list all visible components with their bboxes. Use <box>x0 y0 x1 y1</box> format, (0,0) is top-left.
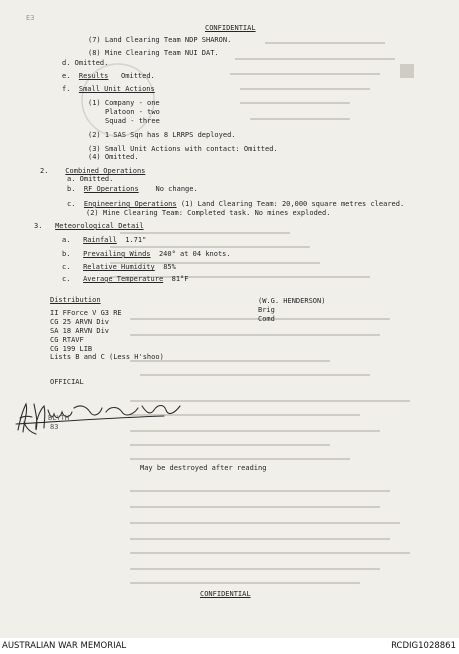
distribution-item: CG 25 ARVN Div <box>50 318 110 326</box>
distribution-title: Distribution <box>50 296 101 304</box>
rainfall-value: 1.71" <box>125 236 147 244</box>
land-clearing-line <box>88 36 231 44</box>
page-mark: E3 <box>26 14 35 22</box>
humidity-label: c. <box>62 263 71 271</box>
temperature-title: Average Temperature <box>83 275 164 283</box>
archive-footer <box>0 638 459 654</box>
f1-squad: Squad - three <box>105 117 160 125</box>
distribution-item: Lists B and C (Less H'shoo) <box>50 353 164 361</box>
item-d: d. Omitted. <box>62 59 109 67</box>
signatory-name: (W.G. HENDERSON) <box>258 297 326 305</box>
section-2 <box>40 167 145 175</box>
section-2-c-value: (1) Land Clearing Team: 20,000 square metres cleared. <box>180 200 405 208</box>
section-2-b-value: No change. <box>155 185 198 193</box>
item-e-value: Omitted. <box>121 72 155 80</box>
classification-header: CONFIDENTIAL <box>205 24 256 32</box>
distribution-item: CG RTAVF <box>50 336 84 344</box>
item-f-title: Small Unit Actions <box>78 85 155 93</box>
distribution-item: II FForce V G3 RE <box>50 309 122 317</box>
section-2-b-label: b. <box>67 185 76 193</box>
item-f-label: f. <box>62 85 71 93</box>
f2-line: (2) 1 SAS Sqn has 8 LRRPS deployed. <box>88 131 236 139</box>
humidity-line <box>62 263 176 271</box>
archive-name: AUSTRALIAN WAR MEMORIAL <box>2 641 127 651</box>
f1-company: (1) Company - one <box>88 99 160 107</box>
temperature-value: 81°F <box>171 275 189 283</box>
signatory-role: Comd <box>258 315 275 323</box>
mine-clearing-text: (8) Mine Clearing Team NUI DAT. <box>88 49 219 57</box>
rainfall-line <box>62 236 146 244</box>
section-2-a: a. Omitted. <box>67 175 114 183</box>
mine-clearing-line <box>88 49 219 57</box>
winds-value: 240° at 04 knots. <box>158 250 231 258</box>
winds-line <box>62 250 231 258</box>
temperature-line <box>62 275 188 283</box>
item-e-label: e. <box>62 72 71 80</box>
item-e <box>62 72 155 80</box>
archive-reference: RCDIG1028861 <box>391 641 456 651</box>
f3-line: (3) Small Unit Actions with contact: Omitted. <box>88 145 278 153</box>
official-label: OFFICIAL <box>50 378 84 386</box>
humidity-title: Relative Humidity <box>83 263 155 271</box>
section-3 <box>34 222 144 230</box>
f1-platoon: Platoon - two <box>105 108 160 116</box>
rainfall-title: Rainfall <box>83 236 117 244</box>
blyth-number: 83 <box>50 423 59 431</box>
section-2-c2: (2) Mine Clearing Team: Completed task. No mines exploded. <box>86 209 331 217</box>
f4-line: (4) Omitted. <box>88 153 139 161</box>
section-2-number: 2. <box>40 167 49 175</box>
section-3-title: Meteorological Detail <box>55 222 144 230</box>
temperature-label: c. <box>62 275 71 283</box>
signatory-rank: Brig <box>258 306 275 314</box>
section-2-c <box>67 200 404 208</box>
section-2-b <box>67 185 198 193</box>
section-2-b-title: RF Operations <box>83 185 139 193</box>
item-f <box>62 85 155 93</box>
section-2-c-title: Engineering Operations <box>83 200 177 208</box>
classification-footer: CONFIDENTIAL <box>200 590 251 598</box>
blyth-stamp: BLYTH <box>48 414 70 422</box>
section-2-c-label: c. <box>67 200 76 208</box>
distribution-item: SA 18 ARVN Div <box>50 327 110 335</box>
section-2-title: Combined Operations <box>65 167 146 175</box>
handwritten-signature <box>14 392 184 437</box>
land-clearing-text: (7) Land Clearing Team NDP SHARON. <box>88 36 232 44</box>
destroy-note: May be destroyed after reading <box>140 464 267 472</box>
distribution-item: CG 199 LIB <box>50 345 93 353</box>
humidity-value: 85% <box>163 263 176 271</box>
section-3-number: 3. <box>34 222 43 230</box>
item-e-title: Results <box>78 72 109 80</box>
rainfall-label: a. <box>62 236 71 244</box>
winds-title: Prevailing Winds <box>83 250 151 258</box>
winds-label: b. <box>62 250 71 258</box>
